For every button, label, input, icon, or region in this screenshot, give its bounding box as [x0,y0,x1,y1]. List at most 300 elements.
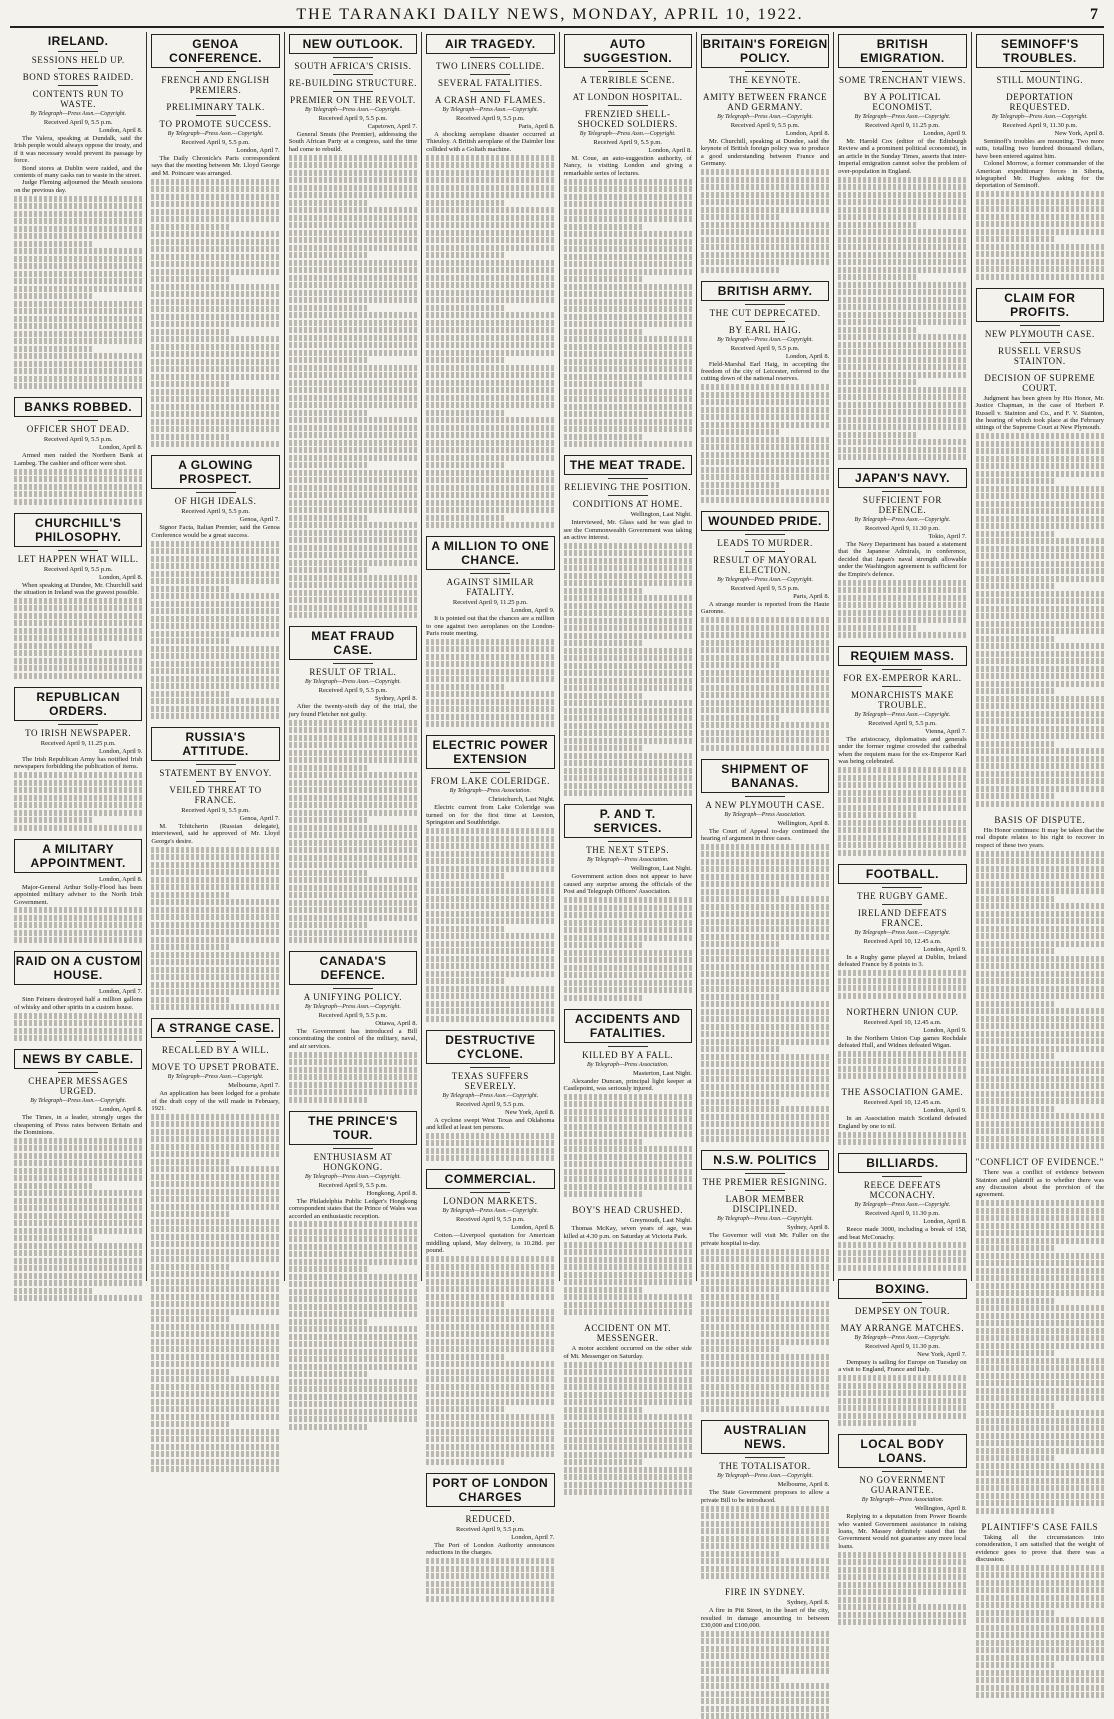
text-line [838,1413,966,1419]
text-line [14,658,142,664]
article-dateline: Received April 9, 5.5 p.m. [43,119,113,126]
text-line [564,254,692,260]
text-line [289,1394,417,1400]
text-line [151,344,279,350]
text-line [564,1384,692,1390]
text-line [564,565,692,571]
text-line [14,922,142,928]
text-line [426,402,554,408]
text-line [976,1238,1104,1244]
text-line [976,1373,1104,1379]
text-line [976,244,1104,250]
text-line [14,1198,142,1204]
text-line [426,320,554,326]
text-line [289,1244,417,1250]
text-line [289,915,417,921]
text-line [151,877,279,883]
article-paragraph: A fire in Pitt Street, in the heart of the city, resulted in damage amounting to between £30,000 and £100,000. [700,1607,830,1629]
article [564,1009,692,1198]
article-paragraph: Field-Marshal Earl Haig, in accepting the freedom of the city of Leicester, referred to the cutting down of the national reserves. [700,360,830,383]
article-byline: By Telegraph—Press Assn.—Copyright. [305,679,401,686]
text-line [838,1066,966,1072]
text-line [564,760,692,766]
text-line [289,1089,417,1095]
text-line [976,1685,1104,1691]
article [426,735,554,1021]
article-dateline: Received April 9, 11.30 p.m. [865,1342,940,1350]
article-byline: By Telegraph—Press Assn.—Copyright. [854,712,951,719]
text-line [564,261,692,267]
text-line [976,1388,1104,1394]
text-line [564,618,692,624]
text-line [426,1309,554,1315]
text-line [976,508,1104,514]
text-line [14,361,142,367]
text-line [151,179,279,185]
text-line [14,802,142,808]
text-line [426,933,554,939]
text-line [564,640,644,646]
divider [333,663,373,664]
text-line [564,1176,692,1182]
text-line [289,750,417,756]
text-line [838,222,918,228]
article-subheading: SEVERAL FATALITIES. [437,78,543,88]
text-line [976,1610,1056,1616]
article-headline: MEAT FRAUD CASE. [289,626,417,660]
text-line [151,389,279,395]
text-line [426,447,554,453]
text-line [426,230,554,236]
text-line [976,971,1104,977]
text-line [289,237,417,243]
article-dateline: Sydney, April 8. [374,695,418,703]
article-subheading: BOND STORES RAIDED. [22,72,134,82]
text-line [976,1143,1104,1149]
article-paragraph: Replying to a deputation from Power Boards who wanted Government assistance in raising loans, Mr. Massey definitely stated that the Government would not guarantee any more local loans. [838,1513,967,1550]
text-line [838,207,966,213]
divider [58,724,98,725]
text-line [151,869,279,875]
text-line [426,1354,506,1360]
text-line [976,486,1104,492]
article-paragraph: Armed men raided the Northern Bank at Lambeg. The cashier and officer were shot. [14,452,143,467]
text-line [426,522,554,528]
text-line [564,1407,644,1413]
text-line [701,392,829,398]
text-line [701,889,781,895]
article-headline: CHURCHILL'S PHILOSOPHY. [14,513,142,547]
text-line [426,699,554,705]
text-line [151,623,279,629]
text-line [151,216,279,222]
article-subheading: RE-BUILDING STRUCTURE. [288,78,418,88]
text-line [426,1361,554,1367]
text-line [289,892,417,898]
text-line [701,1031,829,1037]
text-line [289,870,369,876]
text-line [564,1422,692,1428]
text-line [14,484,142,490]
text-line [976,1253,1104,1259]
text-line [701,737,829,743]
article [976,1522,1104,1699]
article-dateline: Tokio, April 7. [928,533,967,541]
divider [58,1072,98,1073]
text-line [701,1316,829,1322]
article-subheading: STATEMENT BY ENVOY. [159,768,272,779]
text-line [976,873,1104,879]
text-line [564,573,692,579]
article-subheading: THE KEYNOTE. [729,75,801,85]
text-line [151,1264,231,1270]
text-line [976,1617,1104,1623]
text-line [151,1294,279,1300]
text-line [701,986,829,992]
article-dateline: Received April 9, 5.5 p.m. [43,436,113,444]
text-line [289,455,417,461]
article-dateline: London, April 8. [99,573,143,581]
text-line [564,404,692,410]
text-line [701,707,829,713]
text-line [426,843,554,849]
text-line [838,252,966,258]
text-line [701,1354,829,1360]
text-line [838,1051,966,1057]
text-line [838,580,966,586]
text-line [14,1265,142,1271]
text-line [14,1273,142,1279]
text-line [151,1004,279,1010]
text-line [426,684,506,690]
text-line [701,1551,781,1557]
text-line [701,874,829,880]
text-line [976,1410,1104,1416]
text-line [289,590,417,596]
text-line [976,1403,1056,1409]
text-line [976,1305,1104,1311]
text-line [564,1154,692,1160]
text-line [289,372,417,378]
text-line [976,516,1104,522]
text-line [976,1365,1104,1371]
text-line [976,1121,1104,1127]
divider [470,573,510,574]
text-line [289,900,417,906]
article [426,1473,554,1602]
text-line [151,713,279,719]
article-subheading: RECALLED BY A WILL. [161,1045,270,1056]
text-line [289,462,369,468]
text-line [289,742,417,748]
text-line [289,177,417,183]
text-line [426,290,554,296]
text-line [14,620,142,626]
text-line [564,1429,692,1435]
article [976,288,1104,807]
text-line [976,643,1104,649]
text-line [151,1271,279,1277]
article-subheading: REECE DEFEATS MCCONACHY. [863,1180,941,1201]
text-line [701,1638,829,1644]
text-line [838,1604,966,1610]
text-line [838,304,966,310]
text-line [701,700,829,706]
text-line [976,199,1104,205]
text-line [976,786,1104,792]
text-line [426,1444,554,1450]
column-6 [697,32,834,1629]
text-line [976,986,1104,992]
text-line [289,267,417,273]
article-dateline: Received April 9, 11.30 p.m. [865,1210,940,1218]
text-line [564,935,692,941]
text-line [14,1258,142,1264]
article-paragraph: Dempsey is sailing for Europe on Tuesday on a visit to England, France and Italy. [838,1358,967,1374]
text-line [976,1298,1056,1304]
text-line [151,862,279,868]
text-line [151,314,279,320]
text-line [289,1371,369,1377]
text-line [426,1391,554,1397]
article-paragraph: An application has been lodged for a probate of the draft copy of the will made in February, 1921. [151,1090,280,1113]
text-line [976,493,1104,499]
article-paragraph: M. Tchitcherin (Russian delegate), interviewed, said he approved of Mr. Lloyd George's desire. [151,823,280,845]
article-headline: REQUIEM MASS. [838,646,966,666]
article-headline: BRITISH EMIGRATION. [838,34,966,68]
text-line [976,1485,1104,1491]
text-line [289,1229,417,1235]
text-line [976,214,1104,220]
text-line [289,485,417,491]
text-line [701,1646,829,1652]
article-subheading: DECISION OF SUPREME COURT. [984,372,1096,393]
text-line [151,1286,279,1292]
text-line [289,162,417,168]
text-line [701,184,829,190]
text-line [289,720,417,726]
text-line [976,993,1104,999]
text-line [426,986,554,992]
article-subheading: TO IRISH NEWSPAPER. [25,727,132,738]
column-1 [10,32,147,1281]
text-line [701,1279,829,1285]
text-line [976,1200,1104,1206]
text-line [564,381,644,387]
article-dateline: Received April 9, 11.25 p.m. [40,739,116,747]
divider [882,669,922,670]
text-line [151,224,231,230]
article-byline: By Telegraph—Press Assn.—Copyright. [442,107,539,113]
article-subheading: AT LONDON HOSPITAL. [572,92,683,102]
text-line [976,1343,1104,1349]
article-paragraph: Colonel Morrow, a former commander of the American expeditionary forces in Siberia, telegraphed Mr. Hughes asking for the deportation of Seminoff. [975,160,1104,190]
text-line [289,1364,417,1370]
article-subheading: DEPORTATION REQUESTED. [1006,92,1074,112]
text-line [151,914,279,920]
text-line [289,1236,417,1242]
text-line [151,683,279,689]
article [151,1018,279,1472]
text-line [564,396,692,402]
article-headline: CANADA'S DEFENCE. [289,951,417,985]
text-line [564,1452,692,1458]
text-line [14,308,142,314]
article-byline: By Telegraph—Press Assn.—Copyright. [442,1208,539,1215]
text-line [151,434,231,440]
divider [333,91,373,92]
text-line [701,1009,829,1015]
text-line [151,1256,279,1262]
text-line [151,1406,279,1412]
text-line [14,1228,142,1234]
article-dateline: London, April 8. [99,1106,143,1114]
text-line [426,357,506,363]
text-line [426,691,554,697]
article-paragraph: The Navy Department has issued a statement that the Japanese Admirals, in conference, decided that Japan's naval strength allowable under the Washington agreement is sufficient for the Empire's defence. [838,541,967,578]
text-line [151,1451,279,1457]
text-line [976,1016,1104,1022]
text-line [976,1038,1104,1044]
text-line [838,985,966,991]
article [564,1205,692,1315]
divider [470,74,510,75]
article [426,536,554,727]
text-line [289,312,417,318]
text-line [289,855,417,861]
article-dateline: Received April 9, 5.5 p.m. [456,1525,525,1533]
text-line [426,327,554,333]
text-line [426,515,506,521]
article-dateline: Received April 9, 11.30 p.m. [865,525,940,533]
text-line [151,186,279,192]
text-line [426,978,506,984]
article-paragraph: Mr. Harold Cox (editor of the Edinburgh Review and a prominent political economist), in an article in the Sunday Times, asserts that inter-Imperial emigration cannot solve the problem of over-population in England. [838,138,967,175]
text-line [426,918,554,924]
article-dateline: London, April 8. [785,130,830,137]
text-line [976,266,1104,272]
text-line [14,323,142,329]
text-line [426,661,554,667]
text-line [564,905,692,911]
text-line [838,439,966,445]
divider [608,495,648,496]
text-line [564,366,692,372]
text-line [701,407,829,413]
text-line [426,440,554,446]
text-line [151,907,279,913]
article-dateline: London, April 8. [99,444,143,452]
text-line [426,275,554,281]
text-line [838,1132,966,1138]
text-line [701,670,829,676]
text-line [564,1369,692,1375]
divider [470,1510,510,1511]
text-line [151,646,279,652]
text-line [564,1124,692,1130]
text-line [426,888,554,894]
text-line [701,896,829,902]
text-line [14,248,142,254]
text-line [426,1459,506,1465]
text-line [426,312,554,318]
text-line [976,546,1104,552]
text-line [426,185,554,191]
text-line [151,1376,279,1382]
text-line [701,904,829,910]
text-line [289,780,417,786]
text-line [564,1094,692,1100]
text-line [976,236,1056,242]
text-line [701,971,829,977]
text-line [564,942,644,948]
text-line [151,1136,279,1142]
text-line [976,1208,1104,1214]
article-headline: ACCIDENTS AND FATALITIES. [564,1009,692,1043]
text-line [289,885,417,891]
text-line [14,233,142,239]
text-line [976,1083,1104,1089]
article-byline: By Telegraph—Press Assn.—Copyright. [854,1334,951,1341]
text-line [151,997,231,1003]
text-line [701,662,781,668]
text-line [289,1251,417,1257]
text-line [976,1031,1104,1037]
text-line [838,1567,966,1573]
text-line [838,1398,966,1404]
article-subheading: VEILED THREAT TO FRANCE. [169,785,262,806]
text-line [151,638,231,644]
article [289,626,417,943]
text-line [564,284,692,290]
text-line [151,974,279,980]
text-line [976,933,1104,939]
text-line [151,1159,231,1165]
text-line [976,748,1104,754]
article-subheading: STILL MOUNTING. [996,75,1084,85]
text-line [151,571,279,577]
text-line [564,306,692,312]
text-line [289,185,417,191]
article-byline: By Telegraph—Press Assn.—Copyright. [991,114,1088,120]
text-line [289,440,417,446]
article [289,951,417,1103]
text-line [976,1128,1104,1134]
column-5 [560,32,697,1360]
article-dateline: Received April 9, 5.5 p.m. [43,565,113,573]
text-line [976,1320,1104,1326]
article-byline: By Telegraph—Press Assn.—Copyright. [167,131,264,137]
article-paragraph: In the Northern Union Cup games Rochdale defeated Hull, and Widnes defeated Wigan. [838,1034,967,1049]
text-line [426,1324,554,1330]
article-headline: FOOTBALL. [838,864,966,884]
article-paragraph: Major-General Arthur Solly-Flood has been appointed military adviser to the North Irish Government. [14,883,143,906]
text-line [426,192,554,198]
divider [1020,369,1060,370]
text-line [151,1309,279,1315]
article-paragraph: Seminoff's troubles are mounting. Two more suits, totalling two hundred thousand dollars, have been entered against him. [975,138,1104,160]
text-line [701,881,829,887]
article-byline: By Telegraph—Press Assn.—Copyright. [305,107,401,113]
article-dateline: Melbourne, April 8. [777,1481,830,1489]
text-line [976,636,1056,642]
text-line [701,722,829,728]
text-line [426,1316,554,1322]
text-line [976,613,1104,619]
text-line [564,1249,692,1255]
text-line [976,598,1104,604]
text-line [14,937,142,943]
